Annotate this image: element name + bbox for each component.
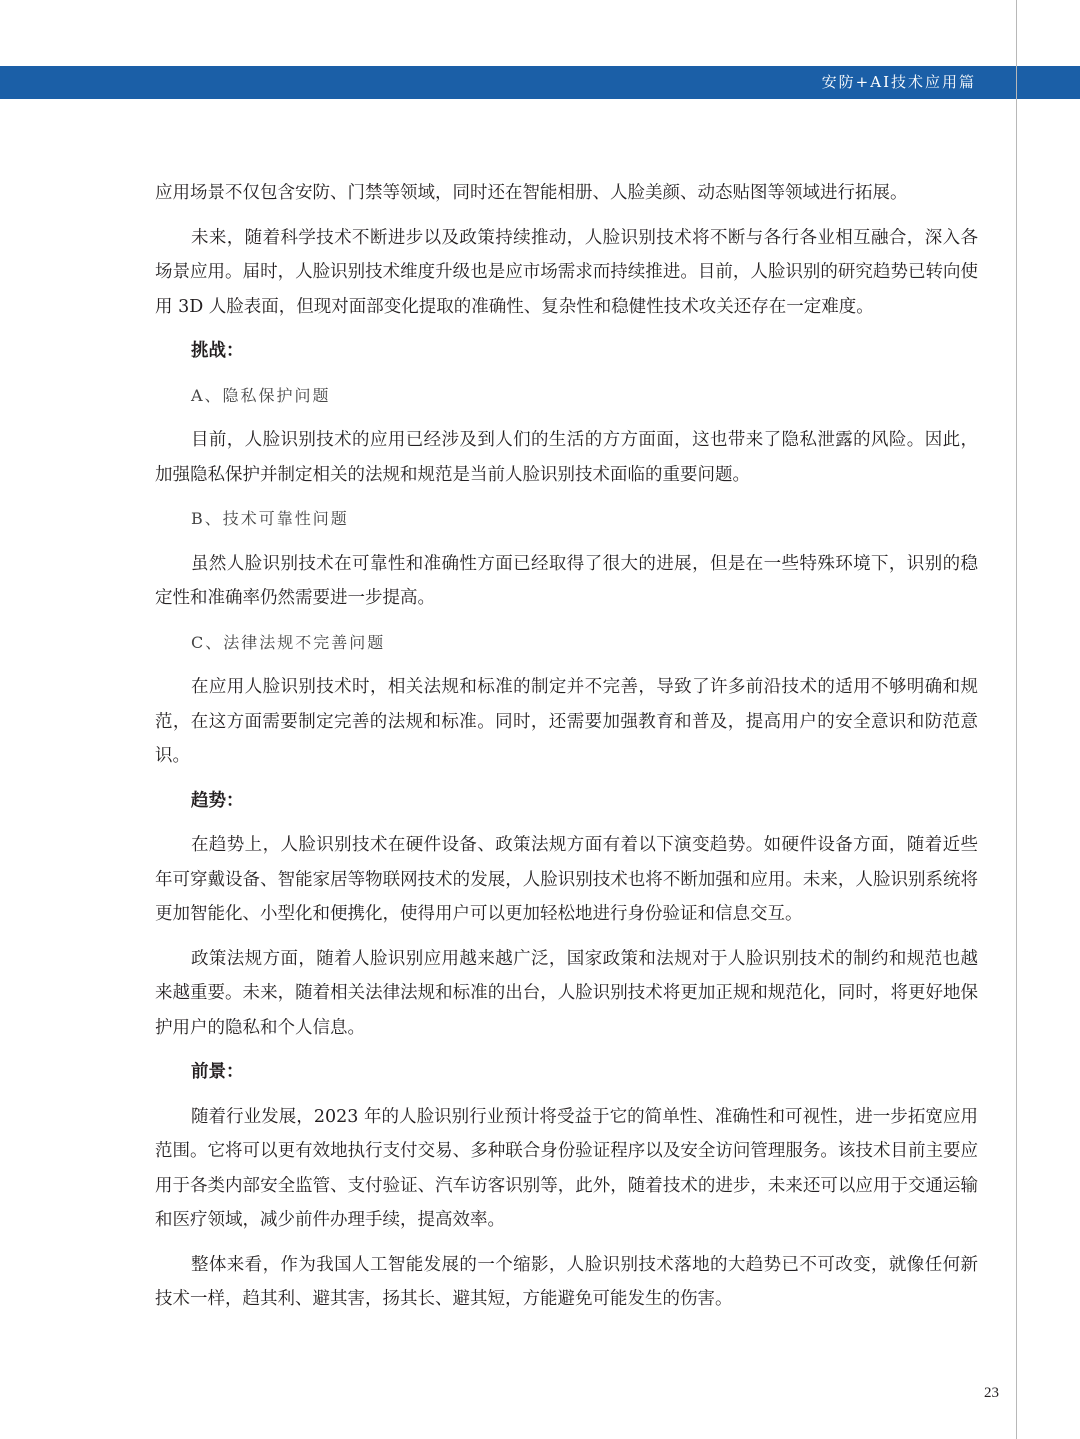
page-number: 23 <box>984 1385 999 1401</box>
heading-trends: 趋势： <box>191 790 244 811</box>
right-margin-rule <box>1016 0 1017 1439</box>
paragraph-prospect-industry: 随着行业发展，2023 年的人脸识别行业预计将受益于它的简单性、准确性和可视性，进一步拓宽应用范围。它将可以更有效地执行支付交易、多种联合身份验证程序以及安全访问管理服务。该技术目前主要应用于各类内部安全监管、支付验证、汽车访客识别等，此外，随着技术的进步，未来还可以应用于交通运输和医疗领域，减少前件办理手续，提高效率。 <box>155 1106 978 1230</box>
subheading-reliability: B、技术可靠性问题 <box>191 509 349 528</box>
paragraph-trend-policy: 政策法规方面，随着人脸识别应用越来越广泛，国家政策和法规对于人脸识别技术的制约和规范也越来越重要。未来，随着相关法律法规和标准的出台，人脸识别技术将更加正规和规范化，同时，将更好地保护用户的隐私和个人信息。 <box>155 948 978 1038</box>
paragraph-trend-hardware: 在趋势上，人脸识别技术在硬件设备、政策法规方面有着以下演变趋势。如硬件设备方面，随着近些年可穿戴设备、智能家居等物联网技术的发展，人脸识别技术也将不断加强和应用。未来，人脸识别系统将更加智能化、小型化和便携化，使得用户可以更加轻松地进行身份验证和信息交互。 <box>155 835 978 924</box>
paragraph-regulation: 在应用人脸识别技术时，相关法规和标准的制定并不完善，导致了许多前沿技术的适用不够明确和规范，在这方面需要制定完善的法规和标准。同时，还需要加强教育和普及，提高用户的安全意识和防范意识。 <box>155 677 978 766</box>
header-bar <box>0 66 1080 99</box>
paragraph-privacy: 目前，人脸识别技术的应用已经涉及到人们的生活的方方面面，这也带来了隐私泄露的风险。因此，加强隐私保护并制定相关的法规和规范是当前人脸识别技术面临的重要问题。 <box>155 430 978 485</box>
heading-prospects: 前景： <box>191 1062 244 1082</box>
paragraph-prospect-summary: 整体来看，作为我国人工智能发展的一个缩影，人脸识别技术落地的大趋势已不可改变，就像任何新技术一样，趋其利、避其害，扬其长、避其短，方能避免可能发生的伤害。 <box>155 1254 978 1309</box>
subheading-privacy: A、隐私保护问题 <box>191 385 331 405</box>
heading-challenges: 挑战： <box>191 341 244 361</box>
header-title: 安防+AI技术应用篇 <box>821 73 976 91</box>
main-content <box>155 176 978 1327</box>
paragraph-future: 未来，随着科学技术不断进步以及政策持续推动，人脸识别技术将不断与各行各业相互融合，深入各场景应用。届时，人脸识别技术维度升级也是应市场需求而持续推进。目前，人脸识别的研究趋势已转向使用 3D 人脸表面，但现对面部变化提取的准确性、复杂性和稳健性技术攻关还存在一定难度。 <box>155 227 978 317</box>
subheading-regulation: C、法律法规不完善问题 <box>191 632 386 652</box>
paragraph-reliability: 虽然人脸识别技术在可靠性和准确性方面已经取得了很大的进展，但是在一些特殊环境下，识别的稳定性和准确率仍然需要进一步提高。 <box>155 553 978 608</box>
paragraph-application-scenes: 应用场景不仅包含安防、门禁等领域，同时还在智能相册、人脸美颜、动态贴图等领域进行拓展。 <box>155 183 908 203</box>
